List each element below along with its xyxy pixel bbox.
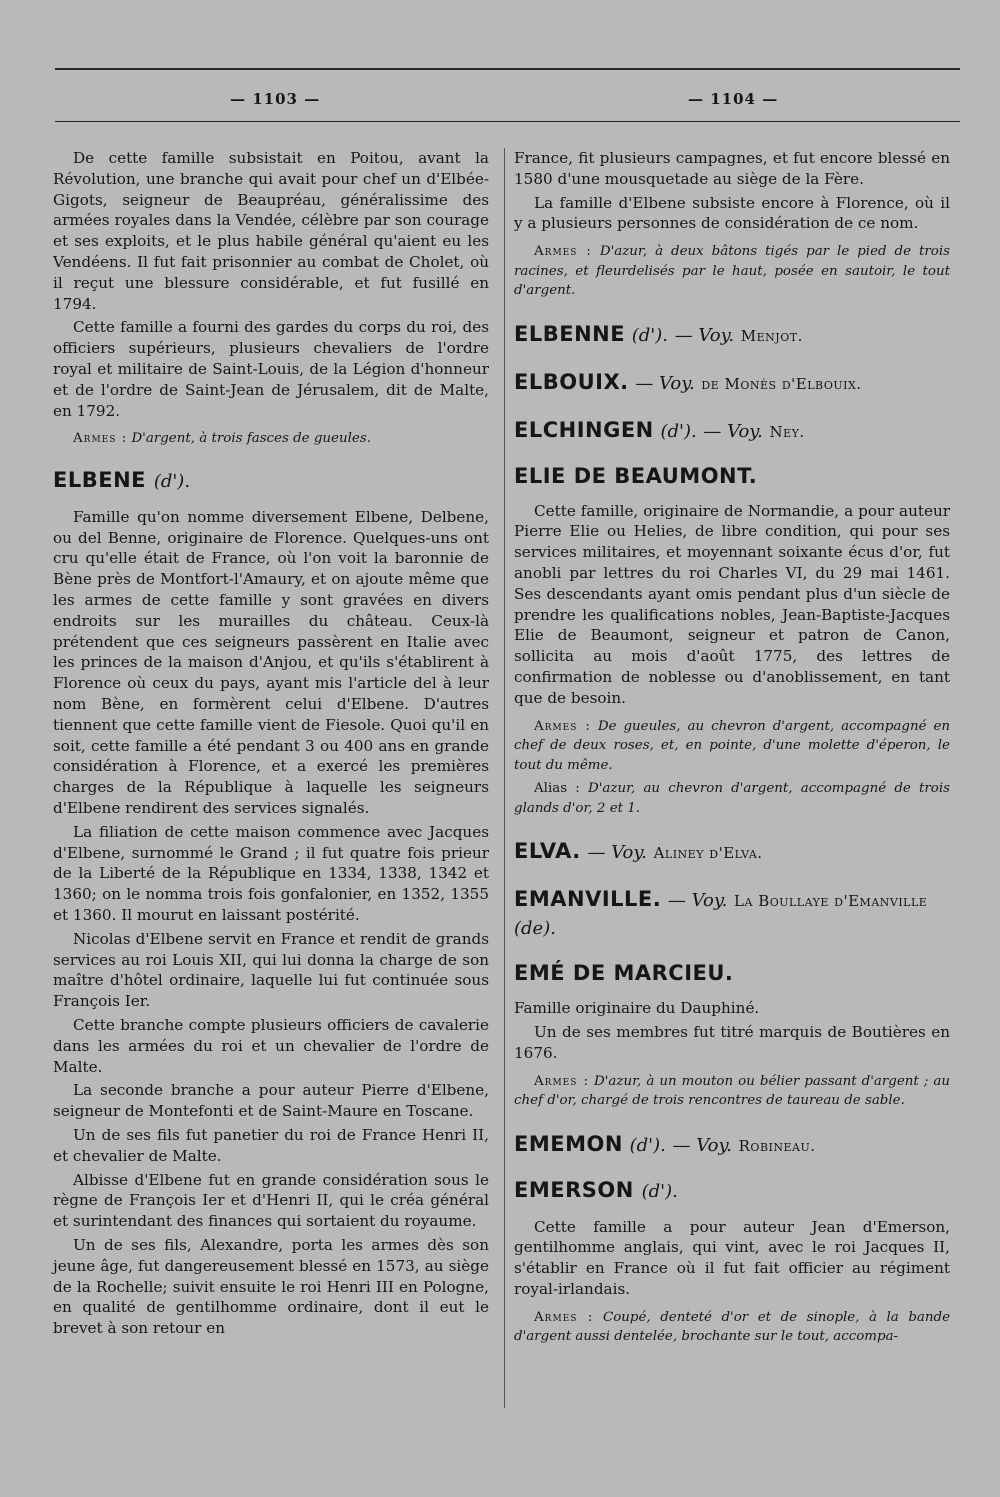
armes-line [514,1308,950,1347]
xref-name: EMEMON [514,1131,623,1156]
entry-name: EMERSON [514,1177,634,1202]
xref-elchingen [514,417,950,445]
xref-particle: (d'). [629,1134,666,1156]
xref-target: La Boullaye d'Emanville [734,892,928,911]
xref-target: Ney. [769,422,805,441]
xref-elbouix [514,369,950,397]
paragraph: Cette famille a pour auteur Jean d'Emerson, gentilhomme anglais, qui vint, avec le roi Jacques II, s'établir en France où il fut fait officier au régiment royal-irlandais. [514,1217,950,1298]
armes-text: De gueules, au chevron d'argent, accompagné en chef de deux roses, et, en pointe, d'une molette d'éperon, le tout du même. [514,718,951,773]
xref-elva [514,838,950,866]
entry-heading-eme: EMÉ DE MARCIEU. [514,961,734,986]
column-divider [504,148,505,1408]
armes-line [514,1072,950,1111]
xref-voy: — Voy. [674,324,735,346]
xref-name: EMANVILLE. [514,887,662,912]
paragraph: Cette branche compte plusieurs officiers de cavalerie dans les armées du roi et un chevalier de l'ordre de Malte. [53,1015,489,1076]
entry-name: ELBENE [53,467,146,492]
xref-target: Aliney d'Elva. [653,844,763,863]
armes-line [514,242,950,301]
left-page-number: — 1103 — [230,90,321,108]
paragraph: Albisse d'Elbene fut en grande considération sous le règne de François Ier et d'Henri II, qui le créa général et surintendant des finances qui sortaient du royaume. [53,1170,489,1231]
alias-text: D'azur, au chevron d'argent, accompagné de trois glands d'or, 2 et 1. [514,781,951,816]
xref-elbenne [514,321,950,349]
right-column [514,148,950,1359]
right-page-number: — 1104 — [688,90,779,108]
alias-line [514,779,950,818]
armes-text: D'argent, à trois fasces de gueules. [131,431,371,447]
paragraph: Nicolas d'Elbene servit en France et rendit de grands services au roi Louis XII, qui lui donna la charge de son maître d'hôtel ordinaire, laquelle lui fut continuée sous François Ier. [53,929,489,1011]
armes-line [514,717,950,776]
paragraph: La filiation de cette maison commence avec Jacques d'Elbene, surnommé le Grand ; il fut quatre fois prieur de la Liberté de la République en 1334, 1338, 1342 et 1360; on le nomma trois fois gonfalonier, en 1352, 1355 et 1360. Il mourut en laissant postérité. [53,822,489,924]
xref-voy: — Voy. [667,890,728,912]
paragraph: De cette famille subsistait en Poitou, avant la Révolution, une branche qui avait pour chef un d'Elbée-Gigots, seigneur de Beaupréau, généralissime des armées royales dans la Vendée, célèbre par son courage et ses exploits, et le plus habile général qu'aient eu les Vendéens. Il fut fait prisonnier au combat de Cholet, où il reçut une blessure considérable, et fut fusillé en 1794. [53,149,489,313]
xref-ememon [514,1131,950,1159]
paragraph: Un de ses membres fut titré marquis de Boutières en 1676. [514,1022,950,1062]
entry-heading-elbene [53,467,489,495]
paragraph: Un de ses fils, Alexandre, porta les armes dès son jeune âge, fut dangereusement blessé en 1573, au siège de la Rochelle; suivit ensuite le roi Henri III en Pologne, en qualité de gentilhomme ordinaire, dont il eut le brevet à son retour en [53,1235,489,1338]
armes-text: D'azur, à deux bâtons tigés par le pied de trois racines, et fleurdelisés par le haut, posée en sautoir, le tout d'argent. [514,244,950,299]
xref-voy: — Voy. [703,420,763,442]
xref-name: ELCHINGEN [514,417,654,442]
armes-text: D'azur, à un mouton ou bélier passant d'argent ; au chef d'or, chargé de trois rencontres de taureau de sable. [514,1073,950,1109]
paragraph: Cette famille a fourni des gardes du corps du roi, des officiers supérieurs, plusieurs chevaliers de l'ordre royal et militaire de Saint-Louis, de la Légion d'honneur et de l'ordre de Saint-Jean de Jérusalem, dit de Malte, en 1792. [53,318,489,420]
entry-heading-emerson [514,1177,950,1205]
paragraph: Un de ses fils fut panetier du roi de France Henri II, et chevalier de Malte. [53,1125,489,1165]
xref-target: Menjot. [740,326,803,345]
armes-label: Armes : [534,1309,594,1325]
paragraph: France, fit plusieurs campagnes, et fut encore blessé en 1580 d'une mousquetade au siège de la Fère. [514,149,950,188]
xref-voy: — Voy. [635,372,695,394]
entry-particle: (d'). [641,1180,678,1202]
paragraph: Famille originaire du Dauphiné. [514,999,760,1018]
armes-text: Coupé, denteté d'or et de sinople, à la bande d'argent aussi dentelée, brochante sur le tout, accompa- [514,1309,950,1345]
top-rule [55,68,960,70]
xref-voy: — Voy. [587,842,647,864]
xref-particle: (d'). [631,324,669,346]
xref-voy: — Voy. [672,1134,732,1156]
armes-label: Armes : [534,244,592,260]
paragraph: Cette famille, originaire de Normandie, a pour auteur Pierre Elie ou Helies, de libre condition, qui pour ses services militaires, et moyennant soixante écus d'or, fut anobli par lettres du roi Charles VI, du 29 mai 1461. Ses descendants ayant omis pendant plus d'un siècle de prendre les qualifications nobles, Jean-Baptiste-Jacques Elie de Beaumont, seigneur et patron de Canon, sollicita au mois d'août 1775, des lettres de confirmation de noblesse ou d'anoblissement, en tant que de besoin. [514,501,950,707]
xref-particle: (de). [514,918,556,940]
left-column [53,148,489,1342]
entry-heading-elie: ELIE DE BEAUMONT. [514,463,758,488]
xref-name: ELBENNE [514,321,626,346]
paragraph: La seconde branche a pour auteur Pierre d'Elbene, seigneur de Montefonti et de Saint-Maure en Toscane. [53,1081,489,1121]
xref-target: de Monès d'Elbouix. [701,374,862,393]
paragraph: La famille d'Elbene subsiste encore à Florence, où il y a plusieurs personnes de considération de ce nom. [514,193,950,233]
paragraph: Famille qu'on nomme diversement Elbene, Delbene, ou del Benne, originaire de Florence. Quelques-uns ont cru qu'elle était de France, où l'on voit la baronnie de Bène près de Montfort-l'Amaury, et on ajoute même que les armes de cette famille y sont gravées en divers endroits sur les murailles du château. Ceux-là prétendent que ces seigneurs passèrent en Italie avec les princes de la maison d'Anjou, et qu'ils s'établirent à Florence où ceux du pays, ayant mis l'article del à leur nom Bène, en formèrent celui d'Elbene. D'autres tiennent que cette famille vient de Fiesole. Quoi qu'il en soit, cette famille a été pendant 3 ou 400 ans en grande considération à Florence, et a exercé les premières charges de la République à laquelle les seigneurs d'Elbene rendirent des services signalés. [53,507,489,818]
armes-line [53,429,489,449]
xref-emanville [514,886,950,942]
header-rule [55,121,960,122]
armes-label: Armes : [534,718,591,734]
xref-name: ELBOUIX. [514,369,629,394]
armes-label: Armes : [534,1073,589,1089]
entry-particle: (d'). [153,470,191,492]
alias-label: Alias : [534,781,580,797]
xref-particle: (d'). [660,420,697,442]
xref-name: ELVA. [514,839,581,864]
xref-target: Robineau. [738,1136,816,1155]
armes-label: Armes : [73,431,128,447]
